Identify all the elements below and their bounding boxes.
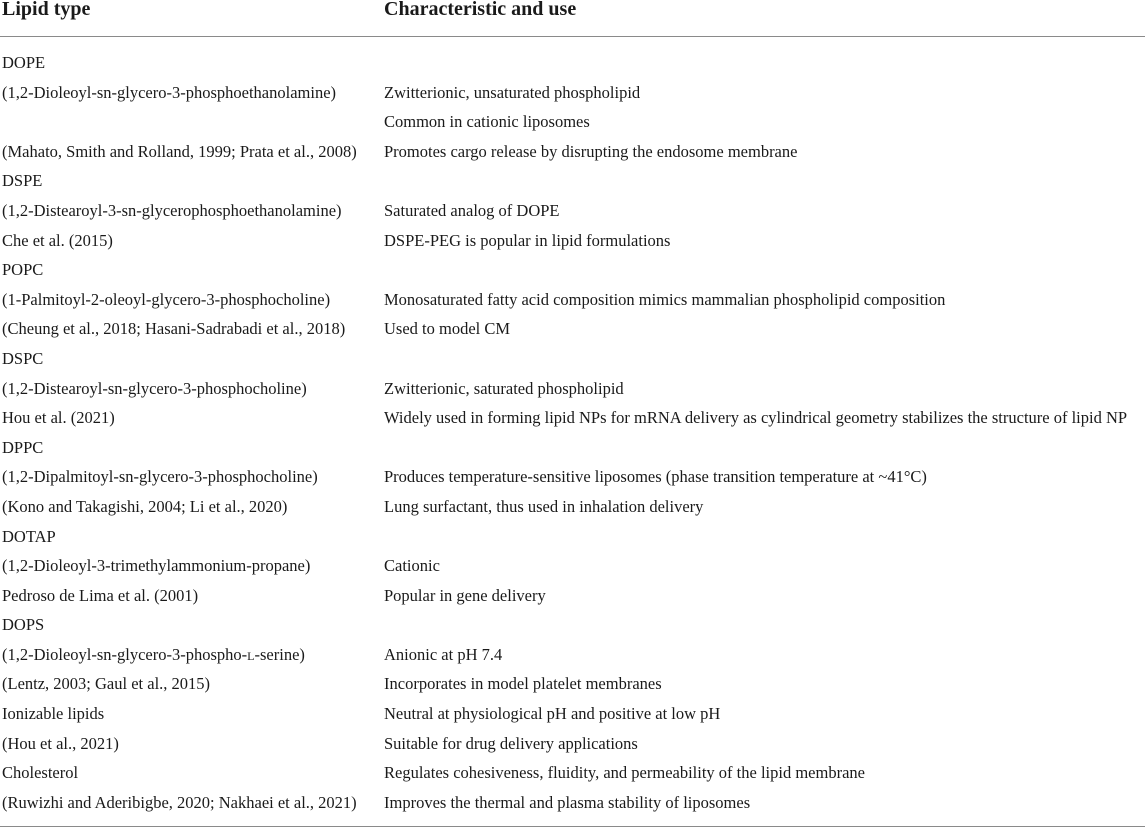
table-row [0,287,1145,317]
lipid-type-cell: (Kono and Takagishi, 2004; Li et al., 2020) [2,496,288,516]
table-row [0,731,1145,761]
table-row [0,257,1145,287]
table-row [0,50,1145,80]
table-row [0,198,1145,228]
characteristic-cell: Popular in gene delivery [384,585,546,605]
lipid-type-cell: DSPE [2,171,43,191]
characteristic-cell: Used to model CM [384,319,511,339]
table-body [0,37,1145,819]
table-row [0,671,1145,701]
characteristic-cell: Regulates cohesiveness, fluidity, and permeability of the lipid membrane [384,763,865,783]
lipid-type-cell: (1,2-Distearoyl-3-sn-glycerophosphoethanolamine) [2,200,342,220]
table-row [0,553,1145,583]
table-row [0,701,1145,731]
lipid-type-cell: POPC [2,260,44,280]
lipid-type-cell: (1,2-Dioleoyl-sn-glycero-3-phosphoethanolamine) [2,82,337,102]
lipid-type-text: (1,2-Dioleoyl-sn-glycero-3-phospho- [2,644,248,664]
lipid-type-cell: Pedroso de Lima et al. (2001) [2,585,199,605]
lipid-type-cell: (1,2-Distearoyl-sn-glycero-3-phosphocholine) [2,378,307,398]
characteristic-cell: Anionic at pH 7.4 [384,644,503,664]
lipid-type-text-tail: -serine) [254,644,305,664]
lipid-type-cell: DSPC [2,348,44,368]
table-row [0,642,1145,672]
table-row [0,168,1145,198]
lipid-type-cell: (1,2-Dioleoyl-3-trimethylammonium-propane) [2,556,311,576]
lipid-type-cell: Hou et al. (2021) [2,408,115,428]
table-row [0,316,1145,346]
header-characteristic-and-use: Characteristic and use [384,0,577,20]
table-row [0,464,1145,494]
lipid-type-cell: (Cheung et al., 2018; Hasani-Sadrabadi et al., 2018) [2,319,346,339]
lipid-type-cell: DPPC [2,437,44,457]
characteristic-cell: Common in cationic liposomes [384,112,590,132]
lipid-type-cell: DOPS [2,615,45,635]
table-row [0,346,1145,376]
characteristic-cell: Promotes cargo release by disrupting the endosome membrane [384,141,798,161]
lipid-type-cell [2,644,305,666]
lipid-type-cell: (1,2-Dipalmitoyl-sn-glycero-3-phosphocholine) [2,467,318,487]
stereo-descriptor: l [247,644,255,664]
table-row [0,80,1145,110]
characteristic-cell: Neutral at physiological pH and positive at low pH [384,704,721,724]
table-bottom-rule [0,826,1145,827]
table-row [0,405,1145,435]
characteristic-cell: Incorporates in model platelet membranes [384,674,662,694]
characteristic-cell: Zwitterionic, unsaturated phospholipid [384,82,641,102]
characteristic-cell: Zwitterionic, saturated phospholipid [384,378,624,398]
table-row [0,583,1145,613]
header-lipid-type: Lipid type [2,0,91,20]
table-row [0,139,1145,169]
lipid-type-cell: (Lentz, 2003; Gaul et al., 2015) [2,674,211,694]
lipid-type-cell: (Ruwizhi and Aderibigbe, 2020; Nakhaei et al., 2021) [2,792,357,812]
table-row [0,435,1145,465]
characteristic-cell: DSPE-PEG is popular in lipid formulations [384,230,671,250]
table-row [0,228,1145,258]
lipid-type-cell: (Hou et al., 2021) [2,733,119,753]
table-row [0,109,1145,139]
characteristic-cell: Monosaturated fatty acid composition mimics mammalian phospholipid composition [384,289,946,309]
table-row [0,612,1145,642]
table-header [0,0,1145,37]
lipid-type-cell: Ionizable lipids [2,704,105,724]
characteristic-cell: Suitable for drug delivery applications [384,733,638,753]
lipid-type-cell: DOTAP [2,526,56,546]
characteristic-cell: Cationic [384,556,440,576]
table-row [0,376,1145,406]
lipid-type-cell: Che et al. (2015) [2,230,113,250]
characteristic-cell: Improves the thermal and plasma stability of liposomes [384,792,751,812]
characteristic-cell: Widely used in forming lipid NPs for mRNA delivery as cylindrical geometry stabilizes the structure of lipid NP [384,408,1128,428]
characteristic-cell: Produces temperature-sensitive liposomes (phase transition temperature at ~41°C) [384,467,927,487]
lipid-type-cell: DOPE [2,53,46,72]
lipid-type-cell: Cholesterol [2,763,79,783]
table-row [0,760,1145,790]
table-row [0,524,1145,554]
table-row [0,790,1145,820]
lipid-type-cell: (1-Palmitoyl-2-oleoyl-glycero-3-phosphocholine) [2,289,331,309]
characteristic-cell: Lung surfactant, thus used in inhalation delivery [384,496,704,516]
characteristic-cell: Saturated analog of DOPE [384,200,560,220]
lipid-type-cell: (Mahato, Smith and Rolland, 1999; Prata et al., 2008) [2,141,357,161]
table-row [0,494,1145,524]
